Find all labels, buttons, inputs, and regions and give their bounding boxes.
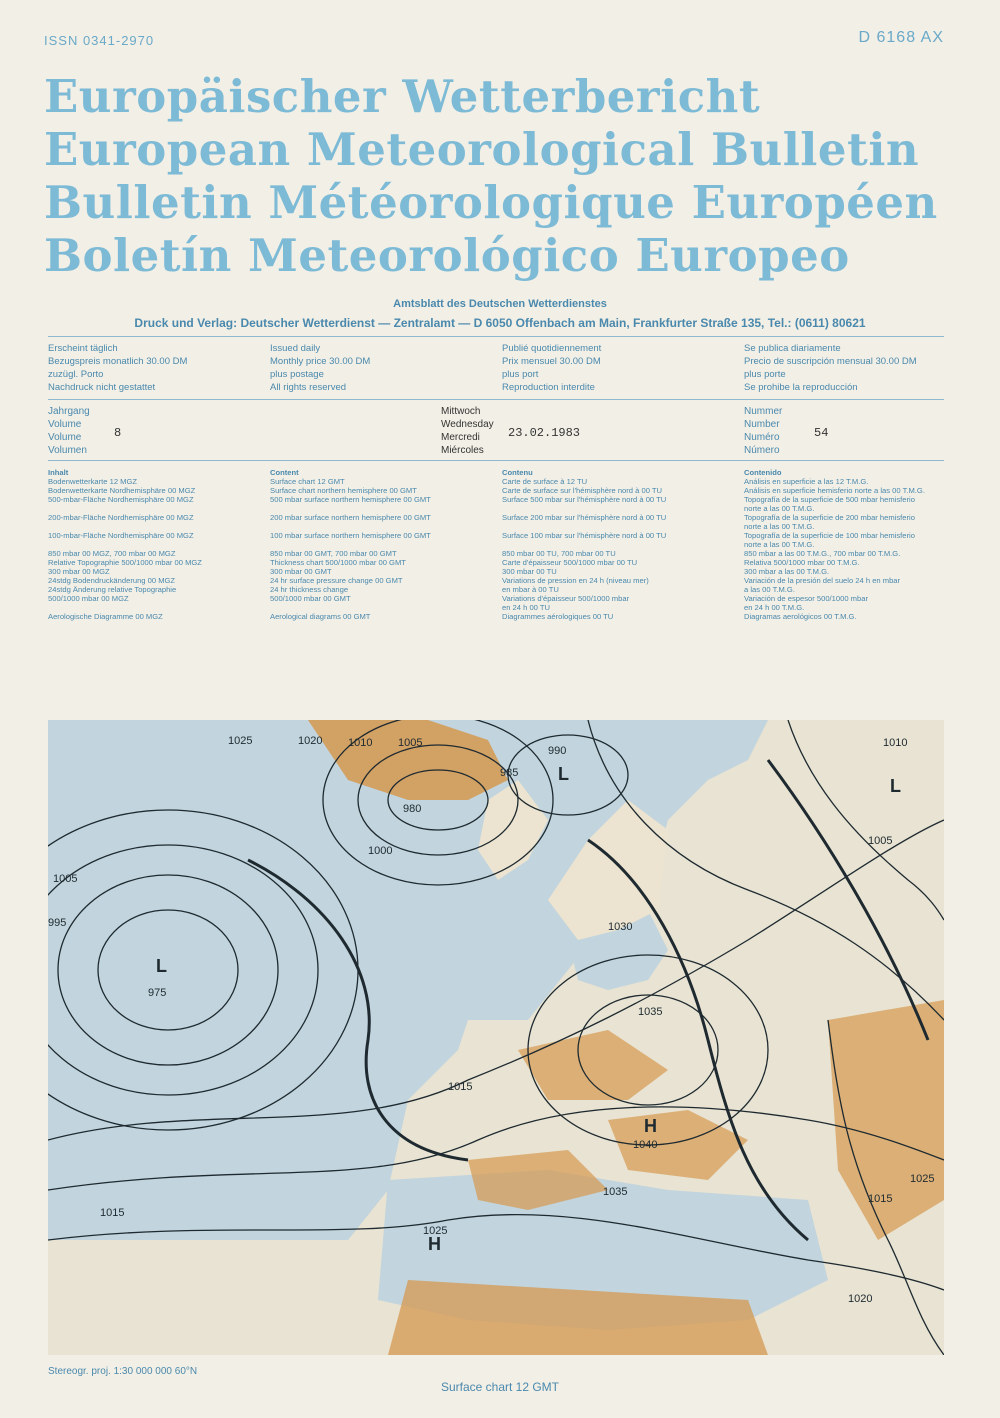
contents-row: 24stdg Bodendruckänderung 00 MGZ 24stdg Änderung relative Topographie 500/1000 mbar 00 MGZ: [48, 576, 177, 603]
number-label: Number: [744, 419, 780, 430]
contents-row: Aerologische Diagramme 00 MGZ: [48, 612, 163, 621]
isobar-label: 1010: [348, 737, 373, 749]
info-text: All rights reserved: [270, 382, 347, 393]
contents-row: Bodenwetterkarte 12 MGZ: [48, 477, 138, 486]
isobar-label: 990: [548, 745, 567, 757]
map-caption: Surface chart 12 GMT: [440, 1380, 560, 1394]
info-text: plus postage: [270, 369, 324, 380]
contents-row: Topografía de la superficie de 500 mbar hemisferio norte a las 00 T.M.G.: [744, 495, 915, 513]
contents-column: [502, 468, 722, 621]
weekday-label: Mercredi: [441, 432, 480, 443]
isobar-label: 1015: [448, 1081, 473, 1093]
contents-row: Diagrammes aérologiques 00 TU: [502, 612, 614, 621]
info-french: [502, 342, 601, 394]
info-text: zuzügl. Porto: [48, 369, 104, 380]
low-centre: L: [156, 956, 167, 976]
contents-column: [48, 468, 268, 621]
contents-row: 850 mbar 00 MGZ, 700 mbar 00 MGZ: [48, 549, 176, 558]
isobar-label: 1025: [910, 1173, 935, 1185]
info-text: plus porte: [744, 369, 786, 380]
info-text: Publié quotidiennement: [502, 343, 602, 354]
isobar-label: 1035: [603, 1186, 628, 1198]
low-centre: L: [890, 776, 901, 796]
isobar-label: 995: [48, 917, 67, 929]
contents-row: Relative Topographie 500/1000 mbar 00 MGZ: [48, 558, 202, 567]
contents-row: 500-mbar-Fläche Nordhemisphäre 00 MGZ: [48, 495, 194, 504]
isobar-label: 1035: [638, 1006, 663, 1018]
contents-row: 850 mbar a las 00 T.M.G., 700 mbar 00 T.M.G.: [744, 549, 901, 558]
contents-row: 100-mbar-Fläche Nordhemisphäre 00 MGZ: [48, 531, 194, 540]
contents-row: 300 mbar a las 00 T.M.G.: [744, 567, 830, 576]
isobar-label: 1020: [848, 1293, 873, 1305]
volume-value: 8: [114, 426, 122, 440]
contents-row: Surface chart northern hemisphere 00 GMT: [270, 486, 417, 495]
contents-row: Carte de surface à 12 TU: [502, 477, 588, 486]
weekday-labels: [441, 405, 494, 457]
contents-column: [270, 468, 490, 621]
contents-row: 850 mbar 00 TU, 700 mbar 00 TU: [502, 549, 616, 558]
info-english: [270, 342, 370, 394]
isobar-label: 1005: [398, 737, 423, 749]
info-text: Prix mensuel 30.00 DM: [502, 356, 601, 367]
contents-row: Surface 500 mbar sur l'hémisphère nord à 00 TU: [502, 495, 667, 504]
isobar-label: 1030: [608, 921, 633, 933]
contents-row: Relativa 500/1000 mbar 00 T.M.G.: [744, 558, 860, 567]
volume-label: Jahrgang: [48, 406, 90, 417]
contents-row: 24 hr surface pressure change 00 GMT 24 hr thickness change 500/1000 mbar 00 GMT: [270, 576, 403, 603]
volume-label: Volume: [48, 419, 82, 430]
contents-row: Topografía de la superficie de 200 mbar hemisferio norte a las 00 T.M.G.: [744, 513, 915, 531]
contents-row: 200 mbar surface northern hemisphere 00 GMT: [270, 513, 431, 522]
info-german: [48, 342, 187, 394]
info-text: Issued daily: [270, 343, 321, 354]
contents-row: Topografía de la superficie de 100 mbar hemisferio norte a las 00 T.M.G.: [744, 531, 915, 549]
info-text: Bezugspreis monatlich 30.00 DM: [48, 356, 188, 367]
contents-row: Carte de surface sur l'hémisphère nord à 00 TU: [502, 486, 663, 495]
isobar-label: 1040: [633, 1139, 658, 1151]
contents-row: 500 mbar surface northern hemisphere 00 GMT: [270, 495, 431, 504]
contents-row: Análisis en superficie a las 12 T.M.G.: [744, 477, 869, 486]
info-text: Reproduction interdite: [502, 382, 595, 393]
contents-row: Surface 200 mbar sur l'hémisphère nord à 00 TU: [502, 513, 667, 522]
isobar-label: 1020: [298, 735, 323, 747]
issue-number: 54: [814, 426, 829, 440]
isobar-label: 985: [500, 767, 519, 779]
number-label: Numéro: [744, 432, 780, 443]
contents-heading: Content: [270, 468, 299, 477]
contents-row: Variación de la presión del suelo 24 h en mbar a las 00 T.M.G. Variación de espesor 500/1000 mbar en 24 h 00 T.M.G.: [744, 576, 901, 612]
info-text: Monthly price 30.00 DM: [270, 356, 371, 367]
contents-row: Bodenwetterkarte Nordhemisphäre 00 MGZ: [48, 486, 196, 495]
info-text: Se publica diariamente: [744, 343, 841, 354]
title-block: [44, 70, 964, 282]
isobar-label: 1025: [228, 735, 253, 747]
contents-heading: Contenido: [744, 468, 782, 477]
divider: [48, 399, 944, 400]
isobar-label: 1005: [868, 835, 893, 847]
issue-date: 23.02.1983: [508, 426, 581, 440]
weekday-label: Miércoles: [441, 445, 484, 456]
document-code: D 6168 AX: [858, 29, 944, 46]
projection-scale: Stereogr. proj. 1:30 000 000 60°N: [48, 1366, 198, 1377]
contents-row: Diagramas aerológicos 00 T.M.G.: [744, 612, 857, 621]
number-labels: [744, 405, 782, 457]
number-label: Número: [744, 445, 780, 456]
divider: [48, 336, 944, 337]
contents-row: Surface 100 mbar sur l'hémisphère nord à 00 TU: [502, 531, 667, 540]
title-english: European Meteorological Bulletin: [44, 123, 920, 176]
isobar-label: 1005: [53, 873, 78, 885]
number-label: Nummer: [744, 406, 783, 417]
high-centre: H: [644, 1116, 657, 1136]
contents-row: 300 mbar 00 TU: [502, 567, 557, 576]
publisher-line: Druck und Verlag: Deutscher Wetterdienst — Zentralamt — D 6050 Offenbach am Main, Frankfurter Straße 135, Tel.: (0611) 80621: [134, 316, 866, 330]
contents-heading: Inhalt: [48, 468, 69, 477]
info-text: Nachdruck nicht gestattet: [48, 382, 156, 393]
contents-heading: Contenu: [502, 468, 533, 477]
high-centre: H: [428, 1234, 441, 1254]
info-spanish: [744, 342, 917, 394]
weekday-label: Mittwoch: [441, 406, 481, 417]
contents-row: 300 mbar 00 GMT: [270, 567, 332, 576]
isobar-label: 1015: [100, 1207, 125, 1219]
contents-row: Variations de pression en 24 h (niveau mer) en mbar à 00 TU Variations d'épaisseur 500/1000 mbar en 24 h 00 TU: [502, 576, 649, 612]
title-spanish: Boletín Meteorológico Europeo: [44, 229, 850, 282]
contents-row: 300 mbar 00 MGZ: [48, 567, 110, 576]
title-german: Europäischer Wetterbericht: [44, 70, 761, 123]
issn: ISSN 0341-2970: [44, 33, 155, 48]
info-text: Precio de suscripción mensual 30.00 DM: [744, 356, 917, 367]
contents-row: Carte d'épaisseur 500/1000 mbar 00 TU: [502, 558, 638, 567]
title-french: Bulletin Météorologique Européen: [44, 176, 938, 229]
info-text: plus port: [502, 369, 539, 380]
divider: [48, 460, 944, 461]
isobar-label: 975: [148, 987, 167, 999]
contents-row: 100 mbar surface northern hemisphere 00 GMT: [270, 531, 431, 540]
contents-row: Análisis en superficie hemisferio norte a las 00 T.M.G.: [744, 486, 925, 495]
isobar-label: 1015: [868, 1193, 893, 1205]
volume-label: Volume: [48, 432, 82, 443]
contents-row: Thickness chart 500/1000 mbar 00 GMT: [270, 558, 406, 567]
volume-label: Volumen: [48, 445, 87, 456]
info-text: Erscheint täglich: [48, 343, 118, 354]
contents-row: 850 mbar 00 GMT, 700 mbar 00 GMT: [270, 549, 397, 558]
official-gazette: Amtsblatt des Deutschen Wetterdienstes: [393, 298, 607, 310]
isobar-label: 1010: [883, 737, 908, 749]
weekday-label: Wednesday: [441, 419, 494, 430]
info-text: Se prohibe la reproducción: [744, 382, 858, 393]
contents-row: Surface chart 12 GMT: [270, 477, 345, 486]
low-centre: L: [558, 764, 569, 784]
isobar-label: 1000: [368, 845, 393, 857]
contents-row: 200-mbar-Fläche Nordhemisphäre 00 MGZ: [48, 513, 194, 522]
volume-labels: [48, 405, 90, 457]
isobar-label: 1025: [423, 1225, 448, 1237]
contents-column: [744, 468, 964, 621]
contents-row: Aerological diagrams 00 GMT: [270, 612, 371, 621]
isobar-label: 980: [403, 803, 422, 815]
surface-weather-map: [48, 720, 944, 1355]
